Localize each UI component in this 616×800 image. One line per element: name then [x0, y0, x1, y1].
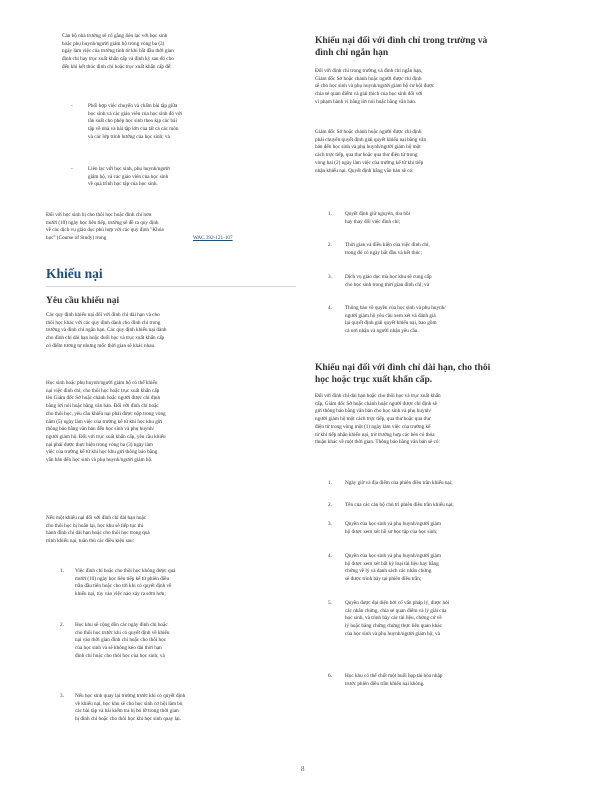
list-item [345, 673, 442, 688]
text-line: cấp, Giám đốc Sở hoặc chánh hoặc người được chỉ định sẽ [315, 400, 437, 407]
text-line: Nếu một khiếu nại đối với đình chỉ dài hạn hoặc [46, 515, 147, 521]
text-line: Quyền của học sinh và phụ huynh/người giám [345, 553, 441, 559]
text-line: về các dịch vụ giáo dục phù hợp với các quy định "Khóa [46, 227, 164, 234]
text-line: đình chỉ ngắn hạn [315, 48, 389, 58]
left-para3 [46, 515, 150, 546]
right-p1 [315, 68, 434, 107]
text-line: Việc đình chỉ hoặc cho thôi học không được quá [75, 568, 176, 574]
text-line: đình chỉ hoặc cho thôi học của học sinh; và [75, 652, 165, 659]
list-item [75, 622, 169, 661]
text-line: Đối với học sinh bị cho thôi học hoặc đình chỉ hơn [46, 212, 152, 218]
text-line: nại phải được thực hiện trong vòng ba (3) ngày làm [46, 441, 153, 448]
text-line: Đối với đình chỉ trong trường và đình chỉ ngắn hạn, [315, 68, 423, 74]
text-line: điện tử trong vòng một (1) ngày làm việc của trường kể [315, 423, 431, 430]
list-number: 4. [328, 305, 332, 311]
text-line: Học khu có thể chốt một buổi họp tài hòa nhập [345, 673, 443, 679]
text-line: cho thôi học bị hoãn lại, học khu sẽ tiếp tục thi [46, 522, 144, 529]
text-line: Giám đốc Sở hoặc chánh hoặc người được chỉ định [315, 129, 422, 135]
list-number: 3. [328, 274, 332, 280]
text-line: học sinh và các giáo viên của học sinh đó với [88, 110, 183, 117]
text-line: hành đình chỉ dài hạn hoặc cho thôi học trong quá [46, 530, 150, 537]
text-line: đến khi kết thúc đình chỉ hoặc trục xuất khẩn cấp để: [62, 63, 172, 70]
text-line: Học khu sẽ cộng dồn các ngày đình chỉ hoặc [75, 622, 168, 628]
list-item [345, 211, 410, 226]
text-line: trường và đình chỉ ngắn hạn. Các quy định khiếu nại dành [46, 327, 167, 334]
text-line: sẽ được trình bày tại phiên điều trần; [345, 576, 422, 583]
text-line: cho đình chỉ dài hạn hoặc đuổi học và trục xuất khẩn cấp [46, 335, 165, 342]
text-line: các bài tập và bài kiểm tra bị bỏ lỡ trong thời gian [75, 708, 179, 715]
text-line: khiếu nại, tùy vào việc nào xảy ra sớm hơn; [75, 591, 166, 598]
text-line: trong đó có ngày bắt đầu và kết thúc; [345, 249, 422, 256]
list-number: 1. [328, 480, 332, 486]
left-para2 [46, 380, 166, 465]
left-para1 [46, 312, 167, 351]
text-line: Cán bộ nhà trường sẽ cố gắng liên lạc với học sinh [62, 33, 168, 39]
list-number: 1. [328, 211, 332, 217]
list-item [345, 480, 453, 488]
list-item [75, 568, 175, 599]
text-line: của học sinh và sẽ không kéo dài thời hạn [75, 645, 162, 652]
text-line: cho thôi học trước khi có quyết định về khiếu [75, 629, 170, 636]
text-line: tần suất cho phép học sinh theo kịp các bài [88, 118, 177, 125]
list-number: 5. [328, 600, 332, 606]
text-line: gửi thông báo bằng văn bản cho học sinh và phụ huynh/ [315, 408, 432, 415]
list-number: 6. [328, 673, 332, 679]
left-bullet1 [88, 103, 182, 142]
text-line: Khiếu nại đối với đình chỉ trong trường và [315, 36, 488, 46]
list-number: 3. [60, 693, 64, 699]
text-line: lại quyết định giải quyết khiếu nại, bao gồm [345, 320, 437, 327]
text-line: vi phạm hành vi bằng lời nói hoặc bằng văn bản. [315, 98, 417, 105]
text-line: đình chỉ hay trục xuất khẩn cấp và định kỳ sau đó cho [62, 56, 174, 63]
text-line: về khiếu nại, học khu sẽ cho học sinh cơ hội làm bù [75, 700, 183, 707]
list-item [345, 502, 454, 510]
text-line: Dịch vụ giáo dục mà học khu sẽ cung cấp [345, 274, 432, 280]
text-line: thuận khác về một thời gian. Thông báo bằng văn bản sẽ có: [315, 439, 440, 446]
text-line: giám hộ, và các giáo viên của học sinh [88, 173, 169, 180]
text-line: Đối với đình chỉ dài hạn hoặc cho thôi học và trục xuất khẩn [315, 393, 441, 399]
text-line: bằng lời nói hoặc bằng văn bản. Đối với đình chỉ hoặc [46, 403, 159, 410]
text-line: nại việc đình chỉ, cho thôi học hoặc trục xuất khẩn cấp [46, 387, 160, 394]
right-p2 [315, 129, 426, 175]
subheading-complaint-request: Yêu cầu khiếu nại [46, 296, 120, 306]
text-line: các nhân chứng, chia sẻ quan điểm và lý giải của [345, 607, 447, 614]
text-line: cho thôi học, yêu cầu khiếu nại phải được nộp trong vòng [46, 410, 166, 417]
list-number: 2. [328, 242, 332, 248]
bullet-dash-icon: - [71, 166, 73, 172]
text-line: văn bản đến học sinh và phụ huynh/người giám hộ. [46, 457, 153, 464]
text-line: người giám hộ yêu cầu xem xét và đánh giá [345, 312, 436, 319]
text-line: Thông báo về quyền của học sinh và phụ huynh/ [345, 305, 446, 311]
text-line: Nếu học sinh quay lại trường trước khi có quyết định [75, 693, 186, 699]
text-line: chia sẻ quan điểm và giải thích của học sinh đối với [315, 91, 423, 98]
text-line: cách trực tiếp, qua thư hoặc qua thư điện tử trong [315, 152, 418, 159]
text-line: lý hoặc bằng chứng chứng thực liên quan khác [345, 623, 442, 630]
list-number: 2. [60, 622, 64, 628]
text-line: Giám đốc Sở hoặc chánh hoặc người được chỉ định [315, 75, 422, 82]
text-line: người giám hộ. Đối với trục xuất khẩn cấp, yêu cầu khiếu [46, 433, 166, 440]
text-line: nhận khiếu nại. Quyết định bằng văn bản sẽ có: [315, 167, 414, 174]
text-line: vòng hai (2) ngày làm việc của trường kể từ khi tiếp [315, 159, 424, 166]
text-line: từ khi tiếp nhận khiếu nại, trừ trường hợp các bên có thỏa [315, 431, 435, 438]
text-line: học hoặc trục xuất khẩn cấp. [315, 375, 433, 385]
text-line: và các lớp trình hướng của học sinh; và [88, 133, 170, 140]
text-line: phải chuyển quyết định giải quyết khiếu nại bằng văn [315, 136, 427, 143]
text-line: trần đầu tiên hoặc cho tới khi có quyết định về [75, 583, 172, 590]
left-after-bullets [46, 212, 164, 243]
text-line: Thời gian và điều kiện của việc đình chỉ, [345, 242, 430, 248]
text-line: Ngày giờ và địa điểm của phiên điều trần khiếu nại; [345, 480, 453, 486]
text-line: về quá trình học tập của học sinh. [88, 181, 158, 188]
text-line: cho học sinh trong thời gian đình chỉ; và [345, 281, 430, 288]
text-line: hộ được xem xét bất kỳ loại tài liệu hay bằng [345, 560, 439, 567]
list-item [345, 600, 449, 639]
text-line: Phối hợp việc chuyển và chấm bài tập giữa [88, 103, 178, 109]
text-line: năm (5) ngày làm việc của trường kể từ khi học khu gửi [46, 418, 163, 425]
list-item [345, 274, 432, 289]
text-line: Quyền của học sinh và phụ huynh/người giám [345, 521, 441, 527]
text-line: việc của trường kể từ khi học khu gửi thông báo bằng [46, 449, 158, 456]
page-number: 8 [301, 765, 305, 773]
text-line: trình khiếu nại, tuân thủ các điều kiện sau: [46, 538, 135, 545]
section-heading: Khiếu nại [46, 266, 103, 281]
right-heading2 [315, 362, 490, 386]
text-line: bản đến học sinh và phụ huynh/người giám hộ một [315, 144, 421, 151]
text-line: Các quy định khiếu nại đối với đình chỉ dài hạn và cho [46, 312, 160, 318]
text-line: học" (Course of Study) trong [46, 235, 107, 242]
list-number: 3. [328, 521, 332, 527]
text-line: lên Giám đốc Sở hoặc chánh hoặc người được chỉ định [46, 395, 161, 402]
list-number: 1. [60, 568, 64, 574]
text-line: trước phiên điều trần khiếu nại không. [345, 680, 425, 687]
left-intro [62, 33, 174, 72]
heading-rule [46, 286, 296, 287]
text-line: Học sinh hoặc phụ huynh/người giám hộ có thể khiếu [46, 380, 158, 386]
list-number: 2. [328, 502, 332, 508]
text-line: học sinh, và trình bày các tài liệu, chứng cứ về [345, 615, 442, 622]
list-item [345, 242, 430, 257]
right-heading1 [315, 35, 487, 59]
text-line: người giám hộ một cách trực tiếp, qua thư hoặc qua thư [315, 416, 431, 423]
text-line: Khiếu nại đối với đình chỉ dài hạn, cho thôi [315, 363, 491, 373]
text-line: nại vào thời gian đình chỉ hoặc cho thôi học [75, 637, 167, 644]
text-line: Liên lạc với học sinh, phụ huynh/người [88, 166, 170, 172]
text-line: Quyết định giữ nguyên, thu hồi [345, 211, 411, 217]
right-p3 [315, 393, 441, 447]
list-item [345, 553, 441, 584]
text-line: sẽ cho học sinh và phụ huynh/người giám hộ cơ hội được [315, 83, 435, 90]
text-line: Quyền được đại diện bởi cố vấn pháp lý, được hỏi [345, 600, 450, 606]
text-line: mười (10) ngày học liên tiếp kể từ phiên điều [75, 575, 170, 582]
wac-link[interactable]: WAC 392-121-107 [193, 235, 233, 241]
text-line: mười (10) ngày học liên tiếp, trường sẽ đề ra quy định [46, 219, 159, 226]
text-line: chứng về lý và danh sách các nhân chứng [345, 568, 432, 575]
text-line: có điểm tương tự nhưng mốc thời gian sẽ khác nhau. [46, 342, 156, 349]
text-line: thông báo bằng văn bản đến học sinh và phụ huynh/ [46, 426, 155, 433]
text-line: tập về nhà và bài tập lớn của tất cả các môn [88, 126, 179, 133]
bullet-dash-icon: - [71, 103, 73, 109]
text-line: cả nơi nhận và người nhận yêu cầu. [345, 328, 419, 335]
list-item [345, 521, 441, 536]
text-line: hộ được xem xét hồ sơ học tập của học sinh; [345, 528, 438, 535]
list-number: 4. [328, 553, 332, 559]
text-line: Tên của các cán bộ chủ trì phiên điều trần khiếu nại; [345, 502, 454, 508]
text-line: hoặc phụ huynh/người giám hộ trong vòng ba (3) [62, 40, 165, 47]
text-line: hay thay đổi việc đình chỉ; [345, 218, 401, 225]
text-line: thôi học khác với các quy định dành cho đình chỉ trong [46, 319, 161, 326]
list-item [75, 693, 185, 724]
text-line: bị đình chỉ hoặc cho thôi học khi học sinh quay lại. [75, 716, 182, 723]
list-item [345, 305, 446, 336]
text-line: ngày làm việc của trường tính từ khi bắt đầu thời gian [62, 48, 174, 55]
text-line: của học sinh và phụ huynh/người giám hộ; và [345, 630, 440, 637]
left-bullet2 [88, 166, 170, 189]
